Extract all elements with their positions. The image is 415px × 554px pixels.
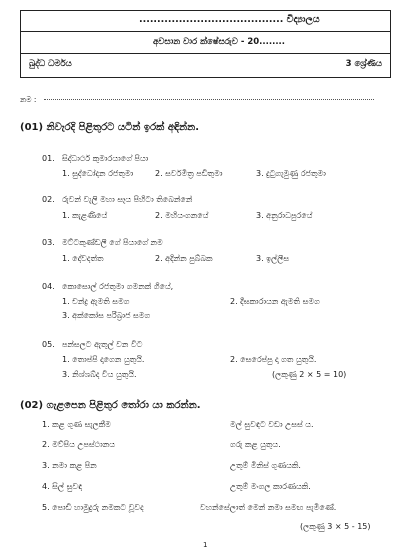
section2-marks: (ලකුණු 3 × 5 - 15) [300,522,371,531]
subject-name: බුද්ධ ධර්මය [29,59,72,69]
q4-option1: 1. චන්ද්‍ර ඇමති සමග [62,297,130,306]
subject-row [21,54,390,77]
section1-title: (01) නිවැරදි පිළිතුරට යටින් ඉරක් අඳින්න. [20,122,200,133]
q3-option3: 3. ඉල්ලීස [256,254,290,263]
q5-text: පන්සලට ඇතුල් වන විට [62,340,143,349]
q1-number: 01. [42,154,55,163]
match-right-3: උතුම් මිනිස් ගුණයකි. [230,461,301,470]
q1-option1: 1. සුද්ධෝදන රජතුමා [62,169,134,178]
match-left-4: 4. සිල් සුවඳ [42,482,83,491]
match-right-1: මල් සුවඳට වඩා උසස් ය. [230,420,314,429]
q1-text: සිද්ධාර්ථ කුමාරයාගේ පියා [62,154,149,163]
q4-text: කොසොල් රජතුමා ගමනක් ගියේ, [62,282,174,291]
q2-option3: 3. අනුරාධපුරයේ [256,211,313,220]
school-row [21,11,390,32]
section1-marks: (ලකුණු 2 × 5 = 10) [272,370,347,379]
q4-option3: 3. අක්කෝස පරිබ්‍රාජ සමග [62,311,151,320]
q4-option2: 2. දීඝකාරායන ඇමති සමග [230,297,320,306]
match-left-2: 2. මව්පිය උපස්ථානය [42,440,115,449]
name-field-line[interactable] [44,99,374,100]
match-left-5: 5. පොඩි හාමුදුරු නමකට වූවද [42,503,144,512]
q5-option2: 2. සෙරෙප්පු දා ගත යුතුයි. [230,355,317,364]
grade-label: 3 ශ්‍රේණිය [345,59,382,69]
match-left-1: 1. කළ ගුණ සැලකීම [42,420,111,429]
q2-option1: 1. කැළණියේ [62,211,108,220]
q2-option2: 2. මහියංගනයේ [155,211,209,220]
q5-option3: 3. නිශ්ශබ්ද විය යුතුයි. [62,370,137,379]
q5-option1: 1. තොප්පි දාගෙන යුතුයි. [62,355,145,364]
match-left-3: 3. නමා කළ පින [42,461,97,470]
q2-number: 02. [42,195,55,204]
q1-option2: 2. සර්වමිත්‍ර පඩිතුමා [155,169,223,178]
q4-number: 04. [42,282,55,291]
q5-number: 05. [42,340,55,349]
q2-text: රුවන් වැලි මහා සෑය පිහිටා තිබෙන්නේ [62,195,193,204]
term-title: අවසාන වාර ක්ෂේසරුව - 20........ [153,37,285,47]
q3-option2: 2. අදින්න පුබ්බක [155,254,213,263]
match-right-2: ගරු කළ යුතුය. [230,440,281,449]
q3-option1: 1. දේවදත්ත [62,254,104,263]
match-right-5: වහන්සේලාත් මෙන් නමා සමඟ පැමිණේ. [200,503,337,512]
school-name: ........................................ විද්‍යාලය [139,14,320,25]
q3-text: මට්ටකුණ්ඩලී ගේ පියාගේ නම [62,238,163,247]
name-label: නම : [20,95,37,104]
term-row [21,32,390,54]
q3-number: 03. [42,238,55,247]
q1-option3: 3. දුටුගැමුණු රජතුමා [256,169,326,178]
header-box [20,10,391,78]
match-right-4: උතුම් මංගල කාරණයකි. [230,482,311,491]
page-number: 1 [203,541,208,549]
section2-title: (02) ගැළපෙන පිළිතුර තෝරා යා කරන්න. [20,400,201,411]
